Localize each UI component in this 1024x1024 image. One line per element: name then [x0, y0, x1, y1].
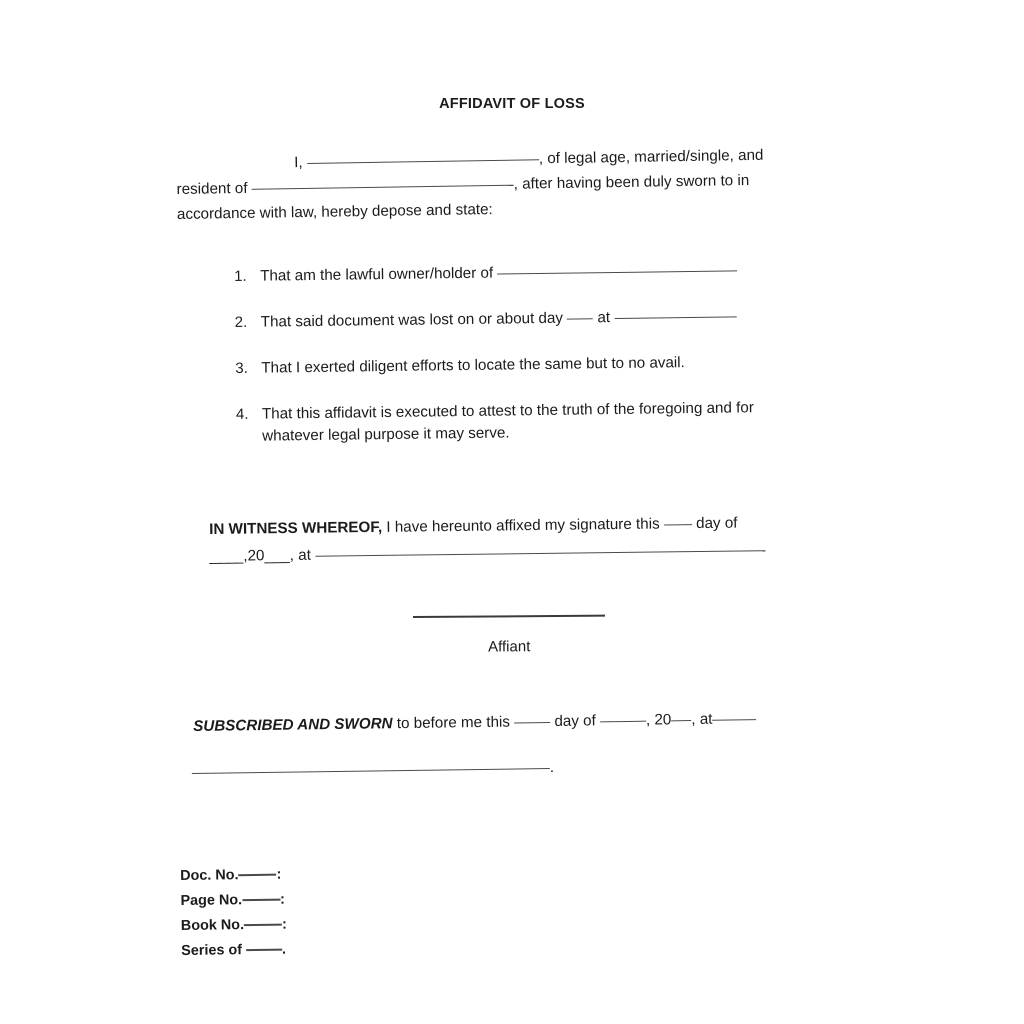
witness-day-blank[interactable]	[664, 524, 692, 525]
book-no-suffix: :	[281, 916, 287, 933]
opening-recital	[176, 142, 791, 227]
witness-at-label: , at	[289, 546, 311, 565]
recital-line-1-suffix: , of legal age, married/single, and	[538, 146, 764, 168]
page-title: AFFIDAVIT OF LOSS	[439, 96, 585, 112]
witness-clause	[209, 509, 810, 570]
signature-line[interactable]	[413, 615, 605, 618]
jurat-text-3: , 20	[645, 711, 672, 729]
jurat-year-blank[interactable]	[671, 720, 691, 721]
jurat-lead-label: SUBSCRIBED AND SWORN	[193, 715, 393, 735]
jurat-line-2	[192, 751, 814, 786]
clause-2-text: That said document was lost on or about day	[260, 309, 564, 331]
clause-number: 4.	[235, 405, 249, 423]
affiant-label: Affiant	[488, 638, 531, 656]
witness-text-2: day of	[695, 514, 738, 533]
witness-text-1: I have hereunto affixed my signature this	[386, 515, 660, 536]
clause-body: That I exerted diligent efforts to locate the same but to no avail.	[261, 354, 685, 377]
clause-1-text: That am the lawful owner/holder of	[260, 264, 494, 285]
registry-block	[180, 863, 287, 964]
book-no-blank[interactable]	[244, 924, 282, 927]
witness-place-blank[interactable]	[315, 550, 765, 556]
registry-row-page-no	[180, 888, 286, 914]
witness-lead-label: IN WITNESS WHEREOF,	[209, 518, 383, 538]
clause-body	[260, 259, 804, 288]
witness-year-blank[interactable]: ___	[264, 547, 290, 565]
registry-row-doc-no	[180, 863, 286, 889]
resident-of-label: resident of	[176, 179, 248, 198]
clause-item-2	[235, 305, 805, 334]
recital-line-3: accordance with law, hereby depose and state:	[176, 201, 493, 223]
loss-day-blank[interactable]	[567, 318, 593, 319]
clause-body: That this affidavit is executed to attest to the truth of the foregoing and for whatever legal purpose it may serve.	[261, 399, 754, 445]
jurat-period: .	[549, 758, 555, 777]
clause-2-at-label: at	[597, 309, 611, 327]
jurat-block	[193, 705, 814, 786]
clause-item-4	[236, 397, 807, 448]
jurat-month-blank[interactable]	[600, 721, 646, 723]
jurat-text-2: day of	[554, 712, 596, 730]
clause-number: 1.	[234, 267, 247, 285]
doc-no-blank[interactable]	[239, 874, 277, 877]
recital-i-label: I,	[294, 154, 303, 172]
page-no-blank[interactable]	[242, 899, 280, 902]
doc-no-suffix: :	[276, 866, 282, 883]
page-no-suffix: :	[279, 891, 285, 908]
witness-month-blank[interactable]: ____,	[209, 547, 248, 565]
clause-item-3	[235, 351, 805, 380]
clause-body	[261, 305, 805, 334]
clause-number: 3.	[235, 359, 248, 377]
affiant-signature-block	[413, 615, 605, 656]
loss-place-blank[interactable]	[614, 316, 736, 319]
clause-number: 2.	[234, 313, 248, 331]
jurat-day-blank[interactable]	[514, 722, 550, 724]
registry-row-series-of	[181, 938, 287, 964]
clause-list	[234, 259, 806, 448]
series-of-blank[interactable]	[246, 949, 282, 952]
residence-blank[interactable]	[252, 185, 514, 190]
series-of-label: Series of	[181, 942, 243, 959]
clause-item-1	[234, 259, 804, 288]
recital-line-2-suffix: , after having been duly sworn to in	[513, 172, 750, 193]
jurat-place-blank[interactable]	[712, 719, 756, 721]
doc-no-label: Doc. No.	[180, 867, 239, 884]
page-no-label: Page No.	[180, 892, 243, 909]
jurat-line-1	[193, 705, 813, 740]
registry-row-book-no	[181, 913, 287, 939]
series-of-suffix: .	[281, 941, 287, 958]
jurat-text-4: , at	[691, 710, 713, 729]
witness-year-label: 20	[247, 547, 265, 565]
affiant-name-blank[interactable]	[307, 159, 539, 164]
jurat-notary-blank[interactable]	[192, 768, 550, 774]
document-description-blank[interactable]	[497, 270, 737, 274]
book-no-label: Book No.	[180, 917, 245, 934]
jurat-text-1: to before me this	[396, 713, 511, 733]
